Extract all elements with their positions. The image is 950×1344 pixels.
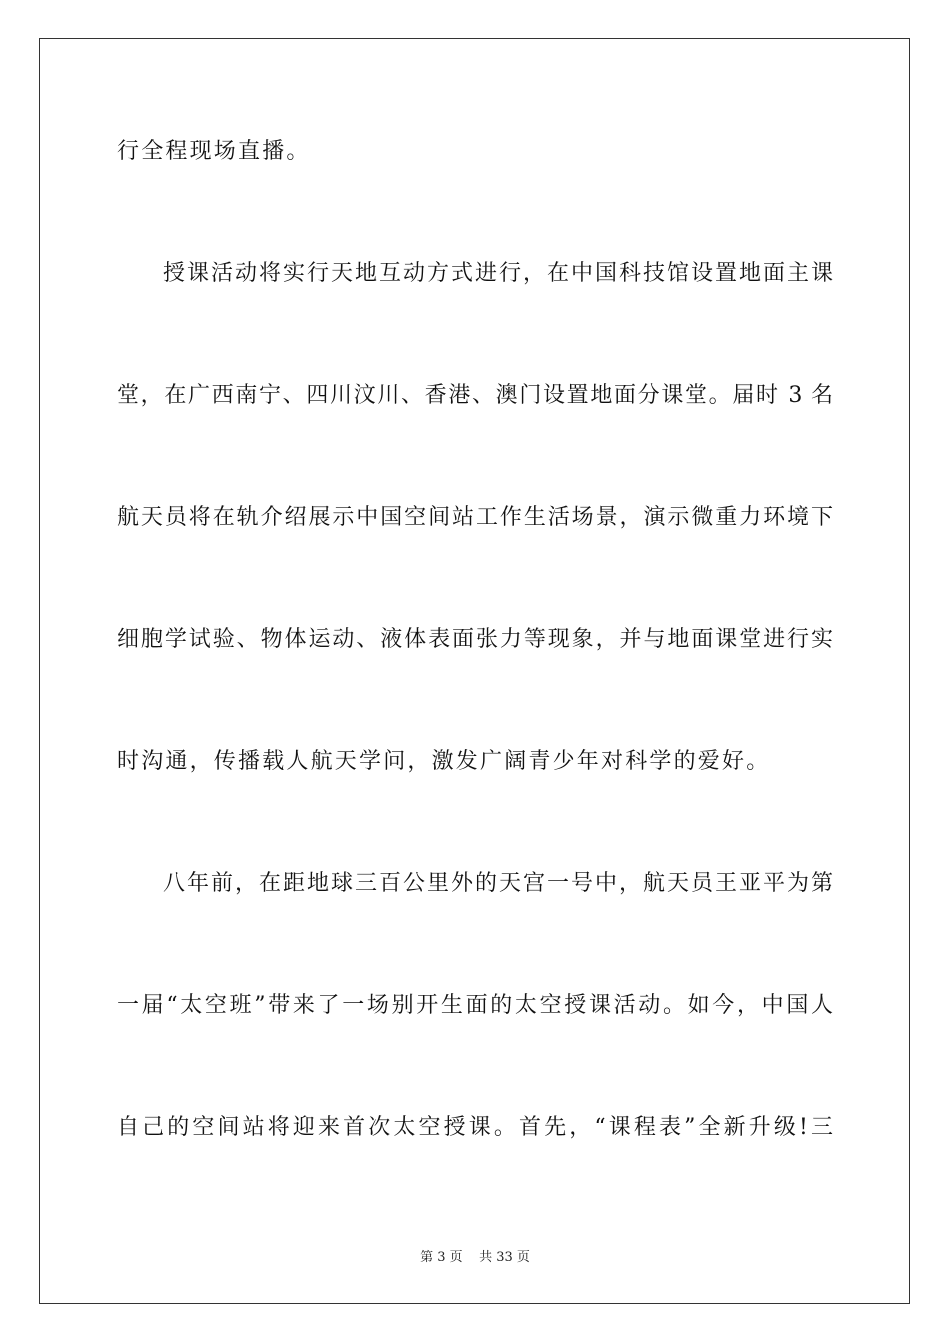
text-line-8: 一届“太空班”带来了一场别开生面的太空授课活动。如今，中国人 [117, 993, 833, 1018]
text-line-7: 八年前，在距地球三百公里外的天宫一号中，航天员王亚平为第 [163, 871, 833, 896]
text-line-4: 航天员将在轨介绍展示中国空间站工作生活场景，演示微重力环境下 [117, 505, 833, 530]
text-line-3: 堂，在广西南宁、四川汶川、香港、澳门设置地面分课堂。届时 3 名 [117, 383, 833, 408]
text-line-5: 细胞学试验、物体运动、液体表面张力等现象，并与地面课堂进行实 [117, 627, 833, 652]
text-line-9: 自己的空间站将迎来首次太空授课。首先，“课程表”全新升级!三 [117, 1115, 833, 1140]
text-line-1: 行全程现场直播。 [117, 139, 311, 164]
text-line-2: 授课活动将实行天地互动方式进行，在中国科技馆设置地面主课 [163, 261, 833, 286]
page-number-footer: 第 3 页 共 33 页 [420, 1250, 530, 1265]
text-line-6: 时沟通，传播载人航天学问，激发广阔青少年对科学的爱好。 [117, 749, 771, 774]
